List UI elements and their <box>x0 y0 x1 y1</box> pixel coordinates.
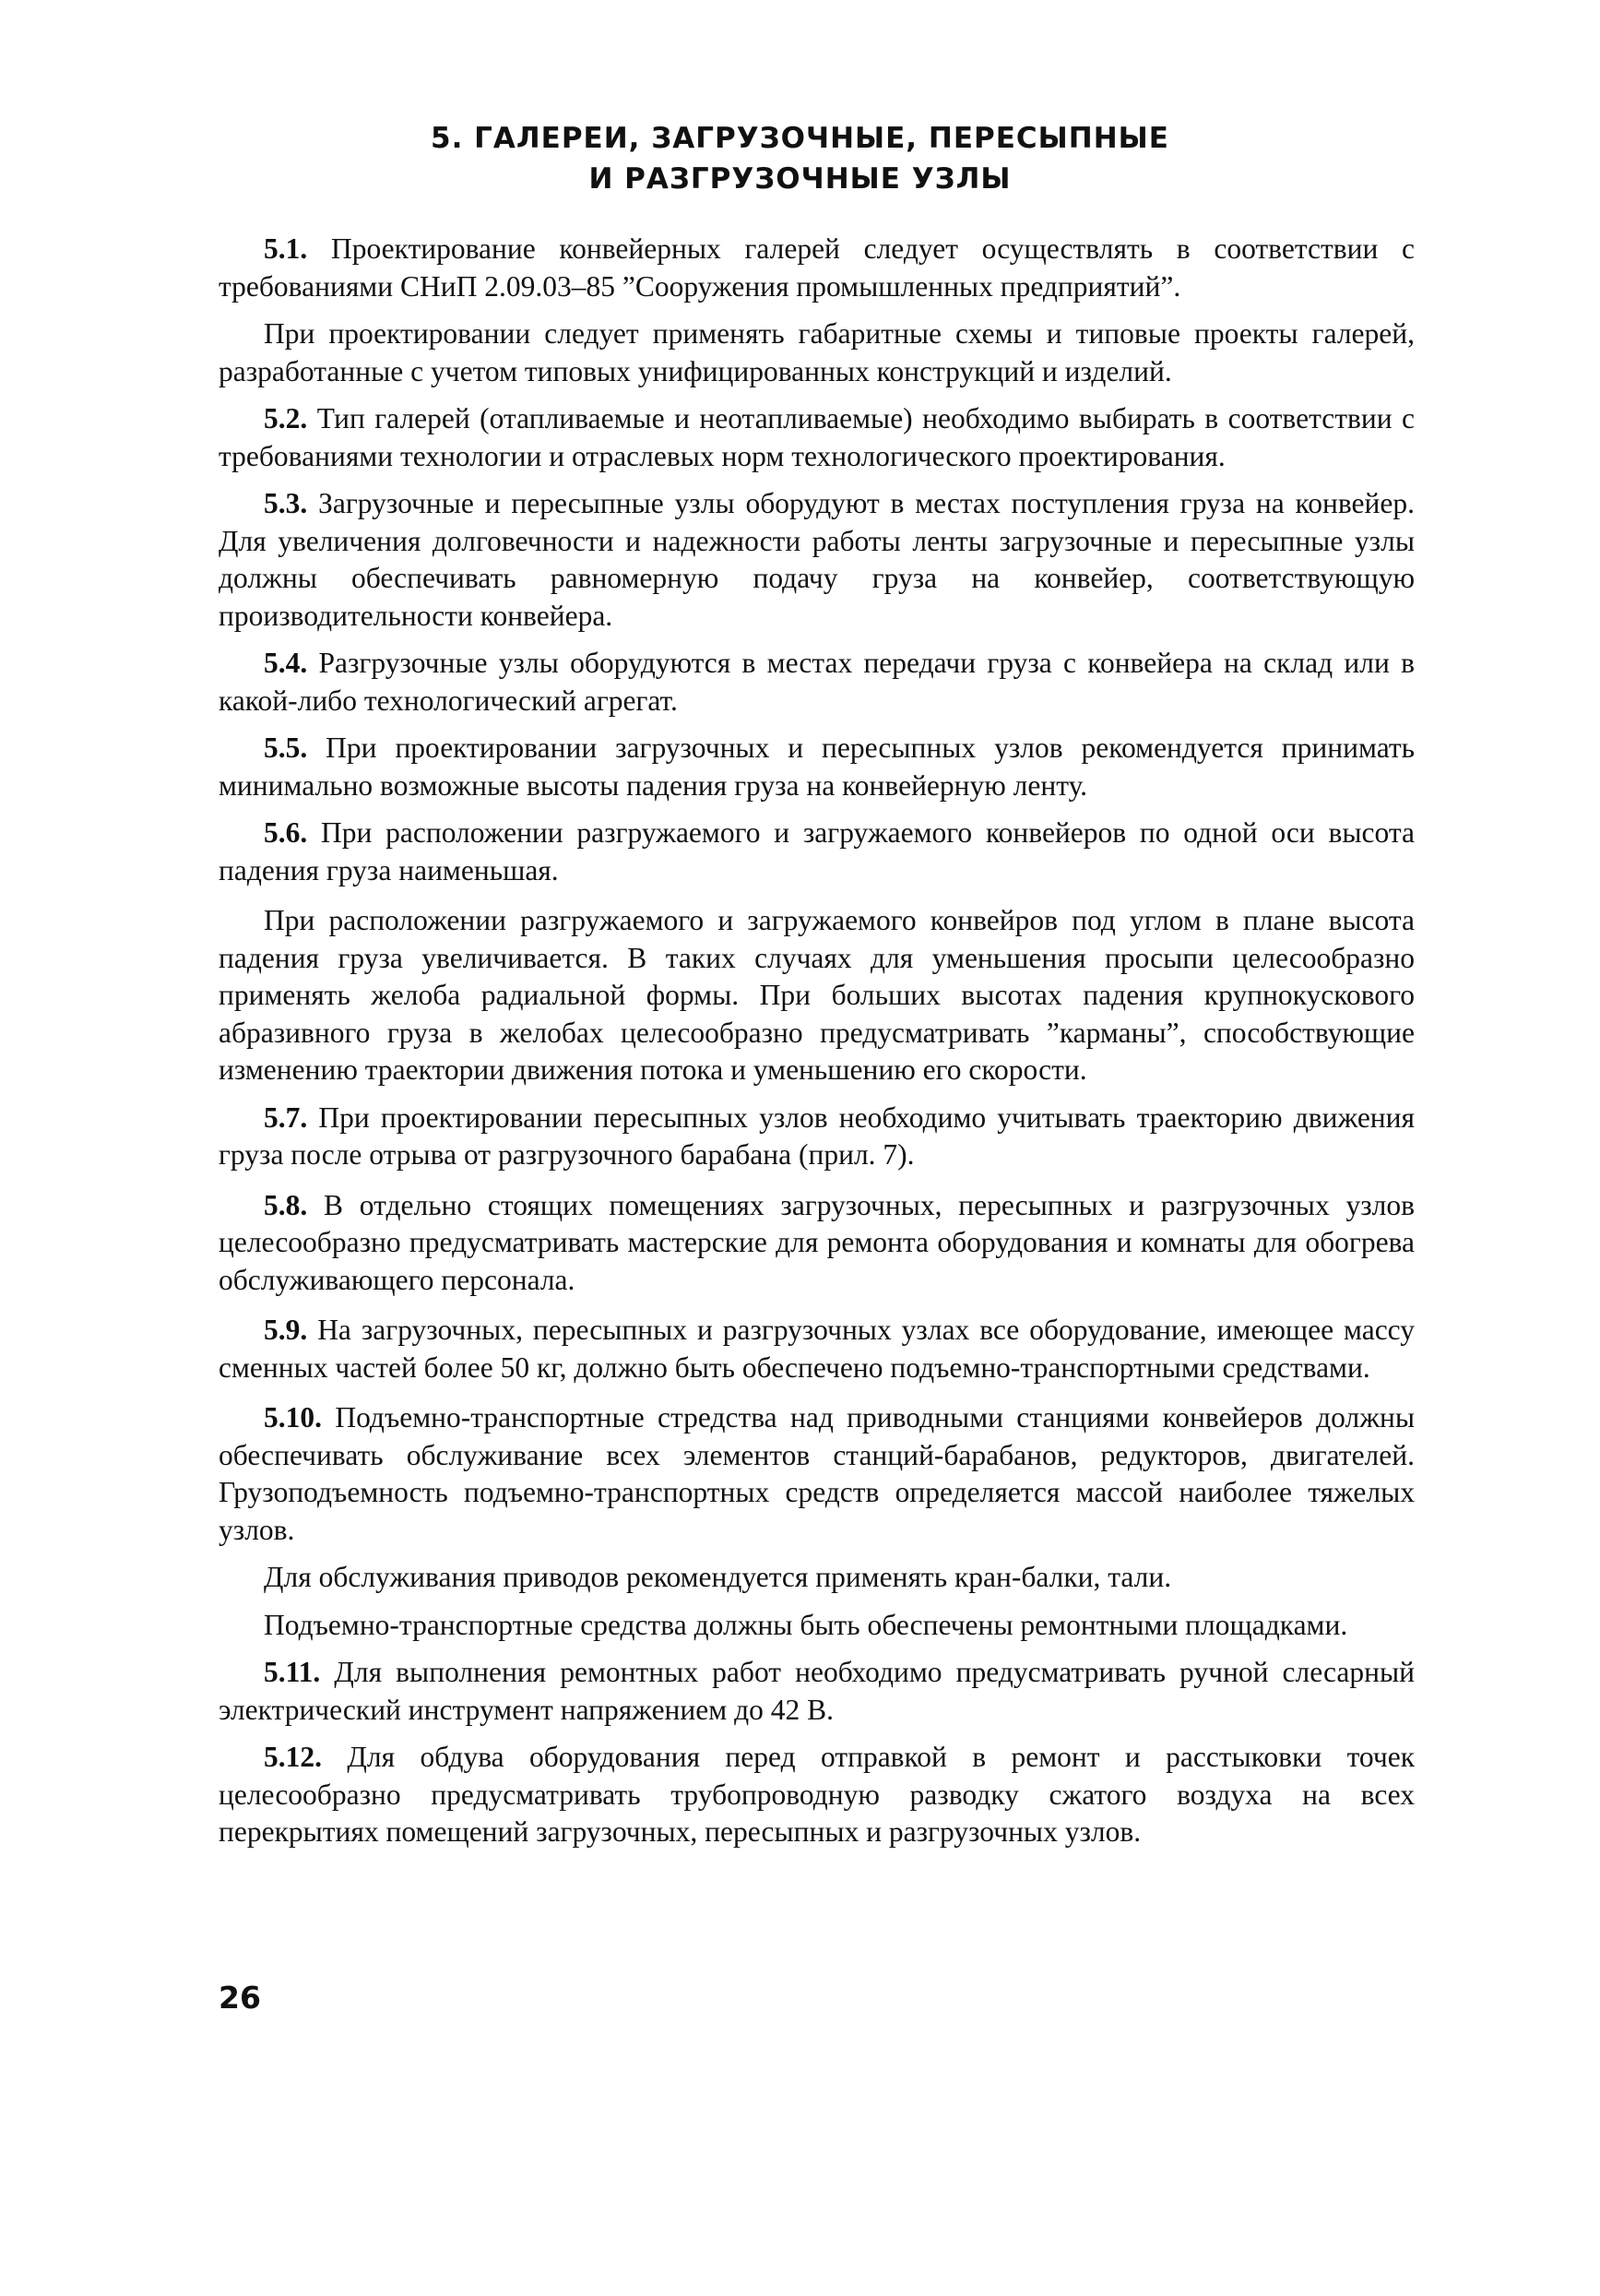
paragraph-text: Для обдува оборудования перед отправкой в ремонт и расстыковки точек целесообразно предусматривать трубопроводную разводку сжатого воздуха на всех перекрытиях помещений загрузочных, пересыпных и разгрузочных узлов. <box>219 1741 1415 1848</box>
section-heading-line-2: И РАЗГРУЗОЧНЫЕ УЗЛЫ <box>588 162 1012 196</box>
paragraph-text: При проектировании пересыпных узлов необходимо учитывать траекторию движения груза после отрыва от разгрузочного барабана (прил. 7). <box>219 1100 1416 1171</box>
paragraph-5-10 <box>219 1399 1415 1549</box>
paragraph-text: Для выполнения ремонтных работ необходимо предусматривать ручной слесарный электрический инструмент напряжением до 42 В. <box>219 1656 1415 1726</box>
paragraph-text: Разгрузочные узлы оборудуются в местах передачи груза с конвейера на склад или в какой-либо технологический агрегат. <box>219 647 1415 717</box>
paragraph-text: Проектирование конвейерных галерей следует осуществлять в соответствии с требованиями СНиП 2.09.03–85 ”Сооружения промышленных предприятий”. <box>219 232 1416 303</box>
section-heading <box>0 118 1600 199</box>
paragraph-5-1-cont <box>219 315 1415 390</box>
paragraph-5-12 <box>219 1739 1415 1851</box>
paragraph-text: При проектировании загрузочных и пересыпных узлов рекомендуется принимать минимально возможные высоты падения груза на конвейерную ленту. <box>219 732 1415 802</box>
paragraph-text: Подъемно-транспортные средства должны быть обеспечены ремонтными площадками. <box>264 1608 1348 1641</box>
clause-number: 5.10. <box>264 1401 322 1434</box>
paragraph-5-10-cont-1 <box>219 1559 1415 1597</box>
paragraph-5-2 <box>219 400 1415 475</box>
paragraph-5-6-cont <box>219 902 1415 1089</box>
clause-number: 5.4. <box>264 647 308 679</box>
paragraph-5-7 <box>219 1100 1415 1174</box>
paragraph-text: При расположении разгружаемого и загружаемого конвейров под углом в плане высота падения груза увеличивается. В таких случаях для уменьшения просыпи целесообразно применять желоба радиальной формы. При больших высотах падения крупнокускового абразивного груза в желобах целесообразно предусматривать ”карманы”, способствующие изменению траектории движения потока и уменьшению его скорости. <box>219 904 1415 1086</box>
clause-number: 5.7. <box>264 1100 308 1134</box>
clause-number: 5.6. <box>264 816 308 849</box>
paragraph-text: В отдельно стоящих помещениях загрузочных, пересыпных и разгрузочных узлов целесообразно предусматривать мастерские для ремонта оборудования и комнаты для обогрева обслуживающего персонала. <box>219 1188 1416 1296</box>
clause-number: 5.2. <box>264 402 308 434</box>
paragraph-text: При расположении разгружаемого и загружаемого конвейеров по одной оси высота падения груза наименьшая. <box>219 816 1416 886</box>
clause-number: 5.9. <box>264 1314 308 1346</box>
paragraph-5-11 <box>219 1654 1415 1729</box>
clause-number: 5.5. <box>264 732 308 764</box>
paragraph-5-6 <box>219 815 1415 889</box>
paragraph-text: Тип галерей (отапливаемые и неотапливаемые) необходимо выбирать в соответствии с требованиями технологии и отраслевых норм технологического проектирования. <box>219 402 1415 472</box>
section-heading-line-1: 5. ГАЛЕРЕИ, ЗАГРУЗОЧНЫЕ, ПЕРЕСЫПНЫЕ <box>431 122 1169 155</box>
clause-number: 5.12. <box>264 1741 322 1773</box>
clause-number: 5.1. <box>264 232 308 265</box>
paragraph-text: На загрузочных, пересыпных и разгрузочных узлах все оборудование, имеющее массу сменных частей более 50 кг, должно быть обеспечено подъемно-транспортными средствами. <box>219 1314 1415 1384</box>
paragraph-5-4 <box>219 645 1415 720</box>
paragraph-5-9 <box>219 1312 1415 1386</box>
paragraph-text: Загрузочные и пересыпные узлы оборудуют в местах поступления груза на конвейер. Для увеличения долговечности и надежности работы ленты загрузочные и пересыпные узлы должны обеспечивать равномерную подачу груза на конвейер, соответствующую производительности конвейера. <box>219 487 1416 632</box>
page-number: 26 <box>219 1980 261 2016</box>
paragraph-text: При проектировании следует применять габаритные схемы и типовые проекты галерей, разработанные с учетом типовых унифицированных конструкций и изделий. <box>219 317 1415 387</box>
paragraph-text: Для обслуживания приводов рекомендуется применять кран-балки, тали. <box>264 1561 1172 1593</box>
paragraph-5-8 <box>219 1187 1415 1300</box>
paragraph-5-3 <box>219 485 1415 635</box>
clause-number: 5.11. <box>264 1656 321 1688</box>
clause-number: 5.8. <box>264 1188 308 1221</box>
section-body <box>219 231 1415 1862</box>
paragraph-5-5 <box>219 730 1415 804</box>
clause-number: 5.3. <box>264 487 308 519</box>
paragraph-text: Подъемно-транспортные стредства над приводными станциями конвейеров должны обеспечивать обслуживание всех элементов станций-барабанов, редукторов, двигателей. Грузоподъемность подъемно-транспортных средств определяется массой наиболее тяжелых узлов. <box>219 1401 1415 1546</box>
paragraph-5-1 <box>219 231 1415 305</box>
paragraph-5-10-cont-2 <box>219 1607 1415 1645</box>
